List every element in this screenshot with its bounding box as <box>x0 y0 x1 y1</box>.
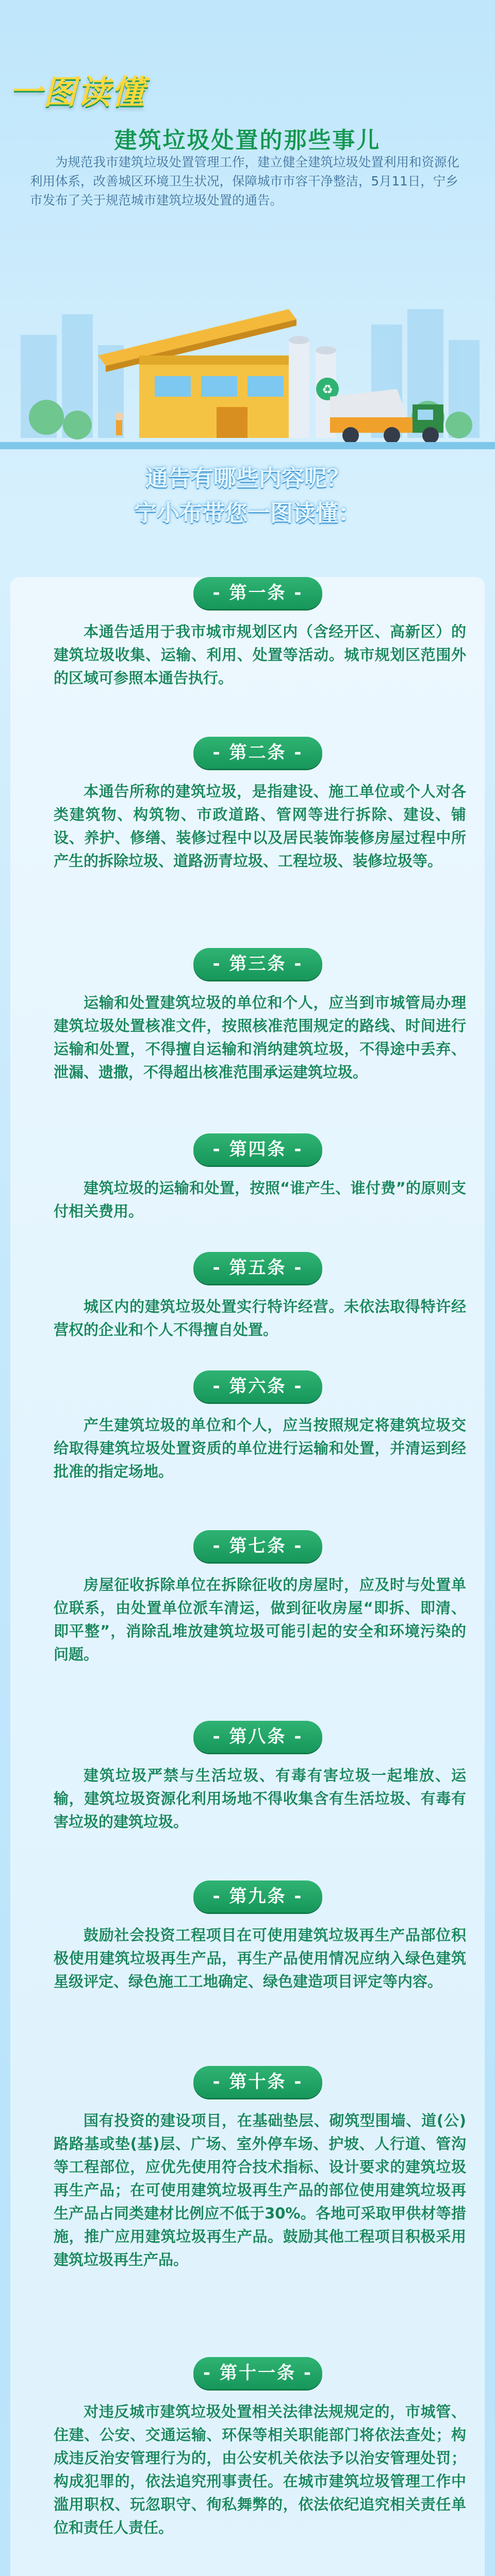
content-panel <box>10 577 485 2576</box>
article-1-text: 本通告适用于我市城市规划区内（含经开区、高新区）的建筑垃圾收集、运输、利用、处置等活动。城市规划区范围外的区域可参照本通告执行。 <box>54 623 466 687</box>
article-9-label: - 第九条 - <box>193 1880 322 1912</box>
article-10-label: - 第十条 - <box>193 2066 322 2098</box>
article-3-label: - 第三条 - <box>193 948 322 980</box>
page-title: 建筑垃圾处置的那些事儿 <box>114 127 381 154</box>
article-11-text: 对违反城市建筑垃圾处置相关法律法规规定的，市城管、住建、公安、交通运输、环保等相关职能部门将依法查处；构成违反治安管理行为的，由公安机关依法予以治安管理处罚；构成犯罪的，依法追究刑事责任。在城市建筑垃圾管理工作中滥用职权、玩忽职守、徇私舞弊的，依法依纪追究相关责任单位和责任人责任。 <box>54 2403 466 2536</box>
article-4-text: 建筑垃圾的运输和处置，按照“谁产生、谁付费”的原则支付相关费用。 <box>54 1179 466 1220</box>
svg-text:♻: ♻ <box>322 382 333 397</box>
article-5-text: 城区内的建筑垃圾处置实行特许经营。未依法取得特许经营权的企业和个人不得擅自处置。 <box>54 1298 466 1338</box>
article-2-text: 本通告所称的建筑垃圾，是指建设、施工单位或个人对各类建筑物、构筑物、市政道路、管网等进行拆除、建设、铺设、养护、修缮、装修过程中以及居民装饰装修房屋过程中所产生的拆除垃圾、道路沥青垃圾、工程垃圾、装修垃圾等。 <box>54 783 466 870</box>
article-5-label: - 第五条 - <box>193 1252 322 1284</box>
article-7-label: - 第七条 - <box>193 1530 322 1562</box>
facility-illustration <box>0 278 495 474</box>
article-8-label: - 第八条 - <box>193 1721 322 1753</box>
article-11-label: - 第十一条 - <box>193 2357 322 2389</box>
header-tag: 一图读懂 <box>9 74 145 112</box>
article-3-text: 运输和处置建筑垃圾的单位和个人，应当到市城管局办理建筑垃圾处置核准文件，按照核准范围规定的路线、时间进行运输和处置，不得擅自运输和消纳建筑垃圾，不得途中丢弃、泄漏、遗撒，不得超出核准范围承运建筑垃圾。 <box>54 994 466 1081</box>
article-4-label: - 第四条 - <box>193 1133 322 1165</box>
article-7-text: 房屋征收拆除单位在拆除征收的房屋时，应及时与处置单位联系，由处置单位派车清运，做到征收房屋“即拆、即清、即平整”，消除乱堆放建筑垃圾可能引起的安全和环境污染的问题。 <box>54 1576 466 1663</box>
article-8-text: 建筑垃圾严禁与生活垃圾、有毒有害垃圾一起堆放、运输，建筑垃圾资源化利用场地不得收集含有生活垃圾、有毒有害垃圾的建筑垃圾。 <box>54 1767 466 1831</box>
intro-paragraph: 为规范我市建筑垃圾处置管理工作，建立健全建筑垃圾处置利用和资源化利用体系，改善城区环境卫生状况，保障城市市容干净整洁，5月11日，宁乡市发布了关于规范城市建筑垃圾处置的通告。 <box>30 155 459 208</box>
article-6-label: - 第六条 - <box>193 1370 322 1402</box>
article-2-label: - 第二条 - <box>193 737 322 769</box>
question-line-1: 通告有哪些内容呢？ <box>145 465 350 492</box>
article-1-label: - 第一条 - <box>193 577 322 609</box>
question-banner <box>0 461 495 531</box>
article-9-text: 鼓励社会投资工程项目在可使用建筑垃圾再生产品部位积极使用建筑垃圾再生产品，再生产品使用情况应纳入绿色建筑星级评定、绿色施工工地确定、绿色建造项目评定等内容。 <box>54 1926 466 1990</box>
article-10-text: 国有投资的建设项目，在基础垫层、砌筑型围墙、道(公)路路基或垫(基)层、广场、室外停车场、护坡、人行道、管沟等工程部位，应优先使用符合技术指标、设计要求的建筑垃圾再生产品；在可使用建筑垃圾再生产品的部位使用建筑垃圾再生产品占同类建材比例应不低于30%。各地可采取甲供材等措施，推广应用建筑垃圾再生产品。鼓励其他工程项目积极采用建筑垃圾再生产品。 <box>54 2112 466 2268</box>
question-line-2: 宁小布带您一图读懂： <box>134 500 361 527</box>
article-6-text: 产生建筑垃圾的单位和个人，应当按照规定将建筑垃圾交给取得建筑垃圾处置资质的单位进行运输和处置，并清运到经批准的指定场地。 <box>54 1416 466 1480</box>
